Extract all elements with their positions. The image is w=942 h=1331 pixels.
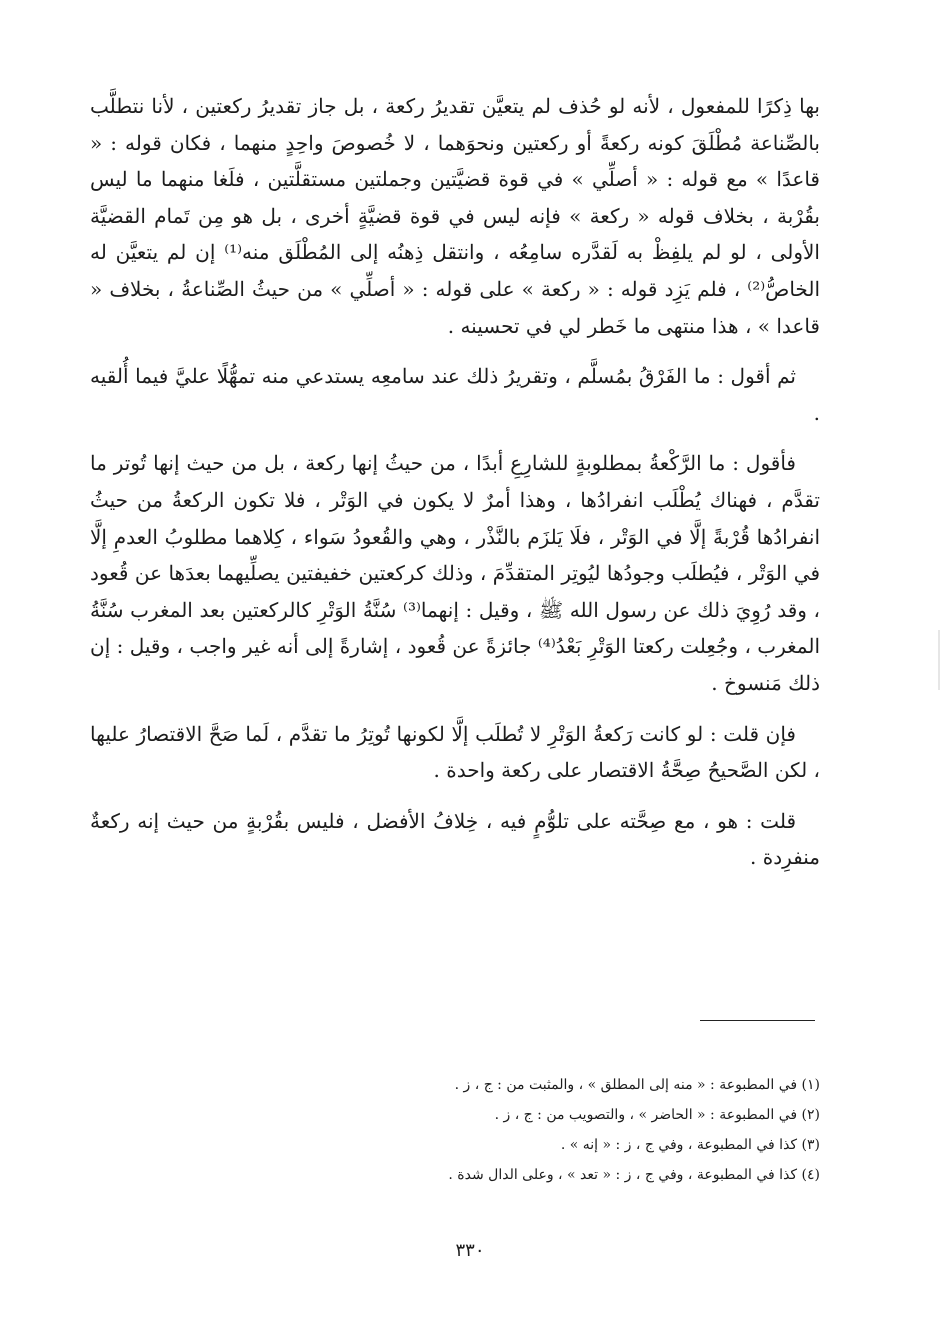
footnote-divider	[700, 1020, 815, 1021]
main-text	[90, 88, 820, 890]
paragraph-5: قلت : هو ، مع صِحَّته على تلوُّمٍ فيه ، خِلافُ الأفضل ، فليس بقُرْبةٍ من حيث إنه ركعةٌ منفرِدة .	[90, 808, 820, 870]
footnote-3: (٣) كذا في المطبوعة ، وفي ج ، ز : « إنه » .	[560, 1137, 820, 1153]
paragraph-4: فإن قلت : لو كانت رَكعةُ الوَتْرِ لا تُطلَب إلَّا لكونها تُوتِرُ ما تقدَّم ، لَما صَحَّ الاقتصارُ عليها ، لكن الصَّحيحُ صِحَّةُ الاقتصار على ركعة واحدة .	[90, 721, 820, 783]
footnote-1: (١) في المطبوعة : « منه إلى المطلق » ، والمثبت من : ج ، ز .	[454, 1077, 820, 1093]
footnote-4: (٤) كذا في المطبوعة ، وفي ج ، ز : « تعد » ، وعلى الدال شدة .	[448, 1167, 820, 1183]
footnote-2: (٢) في المطبوعة : « الحاضر » ، والتصويب من : ج ، ز .	[494, 1107, 820, 1123]
paragraph-2: ثم أقول : ما الفَرْقُ بمُسلَّم ، وتقريرُ ذلك عند سامعِه يستدعي منه تمهُّلًا عليَّ فيما أُلقيه .	[90, 364, 820, 425]
paragraph-3: فأقول : ما الرَّكْعةُ بمطلوبةٍ للشارِعِ أبدًا ، من حيثُ إنها ركعة ، بل من حيث إنها تُوتر ما تقدَّم ، فهناك يُطْلَب انفرادُها ، وهذا أمرٌ لا يكون في الوَتْر ، فلا تكون الركعةُ من حيثُ انفرادُها قُرْبةً إلَّا في الوَتْر ، فلَا يَلزَم بالنَّذْر ، وهي والقُعودُ سَواء ، كِلاهما مطلوبُ العدمِ إلَّا في الوَتْر ، فيُطلَب وجودُها ليُوتِر المتقدِّمَ ، وذلك كركعتين خفيفتين يصلِّيهما بعدَها عن قُعود ، وقد رُوِيَ ذلك عن رسول الله ﷺ ، وقيل : إنهما⁽³⁾ سُنَّةُ الوَتْرِ كالركعتين بعد المغرب سُنَّةُ المغرب ، وجُعِلت ركعتا الوَتْرِ بَعْدُ⁽⁴⁾ جائزةً عن قُعود ، إشارةً إلى أنه غير واجب ، وقيل : إن ذلك مَنسوخ .	[90, 451, 821, 695]
page-number: ٣٣٠	[455, 1240, 485, 1261]
paragraph-1: بها ذِكرًا للمفعول ، لأنه لو حُذف لم يتعيَّن تقديرُ ركعة ، بل جاز تقديرُ ركعتين ، لأنا نتطلَّب بالصِّناعة مُطْلَقَ كونه ركعةً أو ركعتين ونحوَهما ، لا خُصوصَ واحِدٍ منهما ، فكان قوله : « قاعدًا » مع قوله : « أصلِّي » في قوة قضيَّتين وجملتين مستقلَّتين ، فلَغا منهما ما ليس بقُرْبة ، بخلاف قوله « ركعة » فإنه ليس في قوة قضيَّةٍ أخرى ، بل هو مِن تَمام القضيَّة الأولى ، لو لم يلفِظْ به لَقدَّره سامِعُه ، وانتقل ذِهنُه إلى المُطْلَق منه⁽¹⁾ إن لم يتعيَّن له الخاصُّ⁽²⁾ ، فلم يَزِد قوله : « ركعة » على قوله : « أصلِّي » من حيثُ الصِّناعةُ ، بخلاف « قاعدا » ، هذا منتهى ما خَطر لي في تحسينه .	[90, 94, 820, 338]
scan-edge-mark	[938, 630, 940, 690]
footnotes	[300, 1070, 820, 1190]
